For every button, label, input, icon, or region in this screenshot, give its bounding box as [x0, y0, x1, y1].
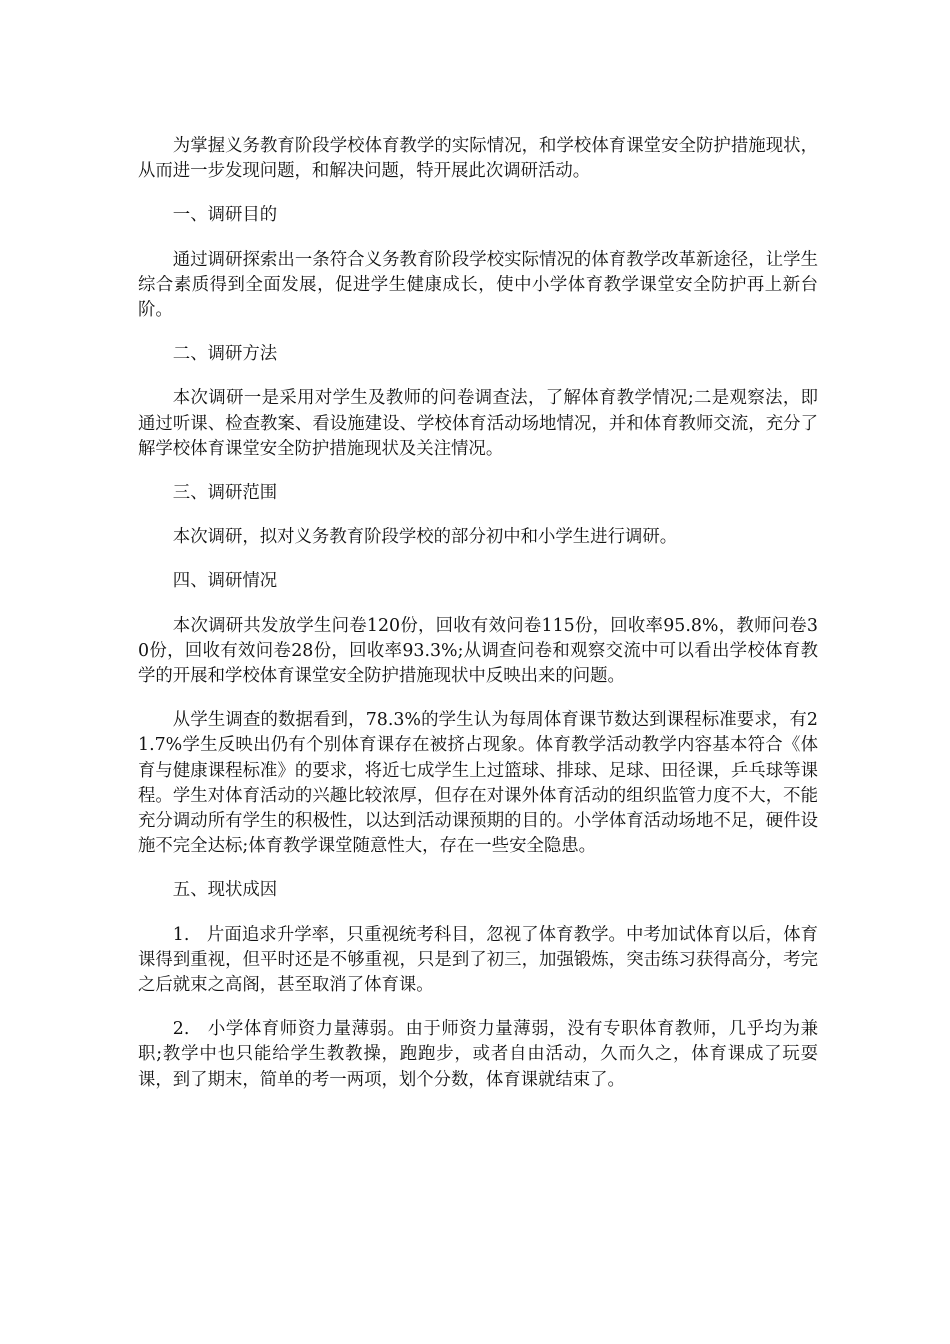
intro-paragraph: 为掌握义务教育阶段学校体育教学的实际情况，和学校体育课堂安全防护措施现状，从而进一步发现问题，和解决问题，特开展此次调研活动。	[138, 136, 818, 182]
section-heading-causes: 五、现状成因	[172, 880, 278, 901]
document-page	[138, 134, 818, 1112]
situation-paragraph-findings: 从学生调查的数据看到，78.3%的学生认为每周体育课节数达到课程标准要求，有21.7%学生反映出仍有个别体育课存在被挤占现象。体育教学活动教学内容基本符合《体育与健康课程标准》的要求，将近七成学生上过篮球、排球、足球、田径课，乒乓球等课程。学生对体育活动的兴趣比较浓厚，但存在对课外体育活动的组织监管力度不大，不能充分调动所有学生的积极性，以达到活动课预期的目的。小学体育活动场地不足，硬件设施不完全达标;体育教学课堂随意性大，存在一些安全隐患。	[138, 710, 818, 857]
cause-item-2: 2. 小学体育师资力量薄弱。由于师资力量薄弱，没有专职体育教师，几乎均为兼职;教学中也只能给学生教教操，跑跑步，或者自由活动，久而久之，体育课成了玩耍课，到了期末，简单的考一两项，划个分数，体育课就结束了。	[138, 1019, 818, 1090]
section-heading-method: 二、调研方法	[172, 344, 278, 365]
situation-paragraph-survey: 本次调研共发放学生问卷120份，回收有效问卷115份，回收率95.8%，教师问卷30份，回收有效问卷28份，回收率93.3%;从调查问卷和观察交流中可以看出学校体育教学的开展和学校体育课堂安全防护措施现状中反映出来的问题。	[138, 615, 818, 687]
section-heading-purpose: 一、调研目的	[172, 205, 278, 226]
section-heading-situation: 四、调研情况	[172, 571, 278, 592]
scope-paragraph: 本次调研，拟对义务教育阶段学校的部分初中和小学生进行调研。	[172, 527, 678, 548]
method-paragraph: 本次调研一是采用对学生及教师的问卷调查法，了解体育教学情况;二是观察法，即通过听课、检查教案、看设施建设、学校体育活动场地情况，并和体育教师交流，充分了解学校体育课堂安全防护措施现状及关注情况。	[138, 388, 818, 459]
cause-item-1: 1. 片面追求升学率，只重视统考科目，忽视了体育教学。中考加试体育以后，体育课得到重视，但平时还是不够重视，只是到了初三，加强锻炼，突击练习获得高分，考完之后就束之高阁，甚至取消了体育课。	[138, 924, 818, 996]
section-heading-scope: 三、调研范围	[172, 483, 278, 504]
purpose-paragraph: 通过调研探索出一条符合义务教育阶段学校实际情况的体育教学改革新途径，让学生综合素质得到全面发展，促进学生健康成长，使中小学体育教学课堂安全防护再上新台阶。	[138, 249, 818, 321]
